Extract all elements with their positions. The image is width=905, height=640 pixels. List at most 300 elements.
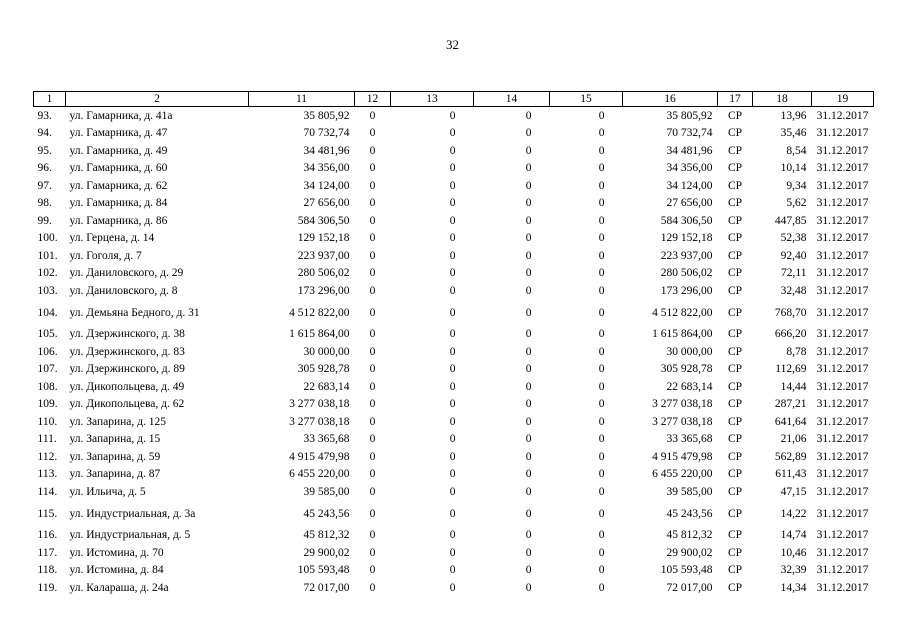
table-row <box>34 177 874 195</box>
table-row <box>34 413 874 431</box>
col15-cell: 0 <box>598 485 605 498</box>
col14-cell: 0 <box>525 162 532 175</box>
table-row <box>34 483 874 501</box>
col13-cell: 0 <box>449 232 456 245</box>
col11-cell: 39 585,00 <box>303 485 350 498</box>
col11-cell: 280 506,02 <box>297 267 350 280</box>
col11-cell: 72 017,00 <box>303 581 350 594</box>
col17-cell: СР <box>727 162 743 175</box>
table-row <box>34 378 874 396</box>
row-number: 93. <box>37 109 52 122</box>
col13-cell: 0 <box>449 249 456 262</box>
col13-cell: 0 <box>449 363 456 376</box>
row-number: 115. <box>37 507 58 520</box>
col16-cell: 1 615 864,00 <box>652 328 713 341</box>
row-number: 114. <box>37 485 58 498</box>
col11-cell: 4 512 822,00 <box>289 306 350 319</box>
col12-cell: 0 <box>369 127 376 140</box>
address-text: ул. Демьяна Бедного, д. 31 <box>69 306 200 319</box>
col11-cell: 33 365,68 <box>303 433 350 446</box>
col18-cell: 641,64 <box>774 415 807 428</box>
col19-cell: 31.12.2017 <box>816 507 869 520</box>
col16-cell: 3 277 038,18 <box>652 398 713 411</box>
table-row <box>34 160 874 178</box>
col19-cell: 31.12.2017 <box>816 284 869 297</box>
col12-cell: 0 <box>369 328 376 341</box>
col16-cell: 105 593,48 <box>660 564 713 577</box>
col12-cell: 0 <box>369 564 376 577</box>
col11-cell: 34 356,00 <box>303 162 350 175</box>
col15-cell: 0 <box>598 214 605 227</box>
col19-cell: 31.12.2017 <box>816 564 869 577</box>
col14-cell: 0 <box>525 306 532 319</box>
table-row <box>34 361 874 379</box>
col16-cell: 34 124,00 <box>666 179 713 192</box>
column-header-16: 16 <box>623 92 718 107</box>
col15-cell: 0 <box>598 468 605 481</box>
table-row <box>34 107 874 125</box>
col11-cell: 22 683,14 <box>303 380 350 393</box>
col16-cell: 4 512 822,00 <box>652 306 713 319</box>
col11-cell: 4 915 479,98 <box>289 450 350 463</box>
col17-cell: СР <box>727 363 743 376</box>
col18-cell: 9,34 <box>786 179 807 192</box>
col14-cell: 0 <box>525 433 532 446</box>
col18-cell: 562,89 <box>774 450 807 463</box>
col14-cell: 0 <box>525 564 532 577</box>
col18-cell: 32,39 <box>780 564 807 577</box>
col16-cell: 34 356,00 <box>666 162 713 175</box>
col15-cell: 0 <box>598 306 605 319</box>
table-body <box>34 107 874 597</box>
col13-cell: 0 <box>449 546 456 559</box>
col12-cell: 0 <box>369 179 376 192</box>
col11-cell: 70 732,74 <box>303 127 350 140</box>
col16-cell: 35 805,92 <box>666 109 713 122</box>
col19-cell: 31.12.2017 <box>816 144 869 157</box>
col16-cell: 223 937,00 <box>660 249 713 262</box>
col17-cell: СР <box>727 581 743 594</box>
col17-cell: СР <box>727 214 743 227</box>
col12-cell: 0 <box>369 380 376 393</box>
row-number: 113. <box>37 468 58 481</box>
row-number: 99. <box>37 214 52 227</box>
address-cell: ул. Дзержинского, д. 89 <box>69 363 185 376</box>
col11-cell: 30 000,00 <box>303 345 350 358</box>
col11-cell: 29 900,02 <box>303 546 350 559</box>
col11-cell: 45 243,56 <box>303 507 350 520</box>
col19-cell: 31.12.2017 <box>816 468 869 481</box>
col13-cell: 0 <box>449 450 456 463</box>
col14-cell: 0 <box>525 249 532 262</box>
row-number: 109. <box>37 398 58 411</box>
col17-cell: СР <box>727 249 743 262</box>
col17-cell: СР <box>727 179 743 192</box>
col17-cell: СР <box>727 284 743 297</box>
col14-cell: 0 <box>525 284 532 297</box>
col17-cell: СР <box>727 450 743 463</box>
col14-cell: 0 <box>525 380 532 393</box>
address-cell: ул. Гамарника, д. 41а <box>69 109 173 122</box>
col17-cell: СР <box>727 415 743 428</box>
address-cell: ул. Гамарника, д. 84 <box>69 197 168 210</box>
col16-cell: 305 928,78 <box>660 363 713 376</box>
col14-cell: 0 <box>525 109 532 122</box>
col19-cell: 31.12.2017 <box>816 581 869 594</box>
col11-cell: 223 937,00 <box>297 249 350 262</box>
col15-cell: 0 <box>598 328 605 341</box>
col12-cell: 0 <box>369 433 376 446</box>
col16-cell: 70 732,74 <box>666 127 713 140</box>
col19-cell: 31.12.2017 <box>816 450 869 463</box>
col12-cell: 0 <box>369 507 376 520</box>
table-row <box>34 247 874 265</box>
col14-cell: 0 <box>525 267 532 280</box>
col11-cell: 3 277 038,18 <box>289 415 350 428</box>
col15-cell: 0 <box>598 197 605 210</box>
col19-cell: 31.12.2017 <box>816 306 869 319</box>
col17-cell: СР <box>727 529 743 542</box>
col11-cell: 34 481,96 <box>303 144 350 157</box>
col15-cell: 0 <box>598 179 605 192</box>
col12-cell: 0 <box>369 232 376 245</box>
address-cell: ул. Истомина, д. 70 <box>69 546 164 559</box>
address-cell: ул. Дикопольцева, д. 62 <box>69 398 185 411</box>
col18-cell: 52,38 <box>780 232 807 245</box>
col16-cell: 3 277 038,18 <box>652 415 713 428</box>
col17-cell: СР <box>727 144 743 157</box>
col13-cell: 0 <box>449 398 456 411</box>
col12-cell: 0 <box>369 485 376 498</box>
col13-cell: 0 <box>449 162 456 175</box>
col12-cell: 0 <box>369 581 376 594</box>
row-number: 111. <box>37 433 57 446</box>
col11-cell: 45 812,32 <box>303 529 350 542</box>
col14-cell: 0 <box>525 363 532 376</box>
col16-cell: 22 683,14 <box>666 380 713 393</box>
col14-cell: 0 <box>525 328 532 341</box>
col12-cell: 0 <box>369 345 376 358</box>
col14-cell: 0 <box>525 127 532 140</box>
table-row <box>34 544 874 562</box>
col16-cell: 33 365,68 <box>666 433 713 446</box>
col14-cell: 0 <box>525 507 532 520</box>
table-row <box>34 527 874 545</box>
row-number: 102. <box>37 267 58 280</box>
col15-cell: 0 <box>598 450 605 463</box>
table-row <box>34 212 874 230</box>
col16-cell: 45 243,56 <box>666 507 713 520</box>
address-cell: ул. Дзержинского, д. 38 <box>69 328 185 341</box>
col15-cell: 0 <box>598 546 605 559</box>
col16-cell: 584 306,50 <box>660 214 713 227</box>
col18-cell: 768,70 <box>774 306 807 319</box>
col14-cell: 0 <box>525 398 532 411</box>
col12-cell: 0 <box>369 415 376 428</box>
col14-cell: 0 <box>525 144 532 157</box>
col13-cell: 0 <box>449 433 456 446</box>
row-number: 117. <box>37 546 58 559</box>
col11-cell: 129 152,18 <box>297 232 350 245</box>
col18-cell: 287,21 <box>774 398 807 411</box>
col15-cell: 0 <box>598 398 605 411</box>
col14-cell: 0 <box>525 546 532 559</box>
col12-cell: 0 <box>369 468 376 481</box>
col16-cell: 129 152,18 <box>660 232 713 245</box>
row-number: 108. <box>37 380 58 393</box>
col17-cell: СР <box>727 328 743 341</box>
col16-cell: 34 481,96 <box>666 144 713 157</box>
col14-cell: 0 <box>525 214 532 227</box>
col17-cell: СР <box>727 546 743 559</box>
page-number: 32 <box>446 37 459 52</box>
col18-cell: 14,44 <box>780 380 807 393</box>
column-header-2: 2 <box>66 92 249 107</box>
col12-cell: 0 <box>369 267 376 280</box>
col18-cell: 72,11 <box>781 267 807 280</box>
col14-cell: 0 <box>525 415 532 428</box>
col18-cell: 112,69 <box>775 363 807 376</box>
row-number: 106. <box>37 345 58 358</box>
col13-cell: 0 <box>449 468 456 481</box>
table-row <box>34 230 874 248</box>
table-row <box>34 396 874 414</box>
col18-cell: 35,46 <box>780 127 807 140</box>
col12-cell: 0 <box>369 284 376 297</box>
address-cell: ул. Истомина, д. 84 <box>69 564 164 577</box>
col12-cell: 0 <box>369 398 376 411</box>
col17-cell: СР <box>727 109 743 122</box>
col13-cell: 0 <box>449 581 456 594</box>
col16-cell: 30 000,00 <box>666 345 713 358</box>
table-row <box>34 343 874 361</box>
col19-cell: 31.12.2017 <box>816 328 869 341</box>
address-cell: ул. Герцена, д. 14 <box>69 232 155 245</box>
table-row <box>34 265 874 283</box>
col15-cell: 0 <box>598 363 605 376</box>
col18-cell: 447,85 <box>774 214 807 227</box>
col13-cell: 0 <box>449 415 456 428</box>
col15-cell: 0 <box>598 232 605 245</box>
col14-cell: 0 <box>525 581 532 594</box>
col12-cell: 0 <box>369 450 376 463</box>
col13-cell: 0 <box>449 380 456 393</box>
col17-cell: СР <box>727 127 743 140</box>
table-header <box>34 92 874 107</box>
address-cell: ул. Гамарника, д. 49 <box>69 144 168 157</box>
col15-cell: 0 <box>598 564 605 577</box>
column-header-11: 11 <box>249 92 355 107</box>
col14-cell: 0 <box>525 345 532 358</box>
address-cell: ул. Дзержинского, д. 83 <box>69 345 185 358</box>
row-number: 112. <box>37 450 58 463</box>
col14-cell: 0 <box>525 197 532 210</box>
col18-cell: 8,78 <box>786 345 807 358</box>
col14-cell: 0 <box>525 232 532 245</box>
col19-cell: 31.12.2017 <box>816 345 869 358</box>
table-row <box>34 579 874 597</box>
col18-cell: 8,54 <box>786 144 807 157</box>
row-number: 98. <box>37 197 52 210</box>
col14-cell: 0 <box>525 485 532 498</box>
col19-cell: 31.12.2017 <box>816 398 869 411</box>
address-cell: ул. Запарина, д. 15 <box>69 433 161 446</box>
row-number: 104. <box>37 306 58 319</box>
col17-cell: СР <box>727 345 743 358</box>
col16-cell: 39 585,00 <box>666 485 713 498</box>
col14-cell: 0 <box>525 468 532 481</box>
row-number: 105. <box>37 328 58 341</box>
col18-cell: 13,96 <box>780 109 807 122</box>
column-header-15: 15 <box>550 92 623 107</box>
row-number: 110. <box>37 415 58 428</box>
col19-cell: 31.12.2017 <box>816 415 869 428</box>
col15-cell: 0 <box>598 162 605 175</box>
row-number: 95. <box>37 144 52 157</box>
col15-cell: 0 <box>598 415 605 428</box>
column-header-14: 14 <box>474 92 550 107</box>
col19-cell: 31.12.2017 <box>816 249 869 262</box>
table-row <box>34 300 874 326</box>
address-cell: ул. Гамарника, д. 60 <box>69 162 168 175</box>
col16-cell: 72 017,00 <box>666 581 713 594</box>
col13-cell: 0 <box>449 144 456 157</box>
col19-cell: 31.12.2017 <box>816 546 869 559</box>
col17-cell: СР <box>727 485 743 498</box>
col18-cell: 14,74 <box>780 529 807 542</box>
table-row <box>34 431 874 449</box>
table-row <box>34 125 874 143</box>
address-cell: ул. Запарина, д. 87 <box>69 468 161 481</box>
col12-cell: 0 <box>369 144 376 157</box>
col13-cell: 0 <box>449 507 456 520</box>
col15-cell: 0 <box>598 433 605 446</box>
col17-cell: СР <box>727 197 743 210</box>
address-cell: ул. Дикопольцева, д. 49 <box>69 380 185 393</box>
address-cell: ул. Калараша, д. 24а <box>69 581 169 594</box>
table-row <box>34 466 874 484</box>
row-number: 116. <box>37 529 58 542</box>
col18-cell: 10,46 <box>780 546 807 559</box>
col19-cell: 31.12.2017 <box>816 179 869 192</box>
row-number: 103. <box>37 284 58 297</box>
col19-cell: 31.12.2017 <box>816 485 869 498</box>
table-row <box>34 501 874 527</box>
column-header-1: 1 <box>34 92 66 107</box>
col17-cell: СР <box>727 507 743 520</box>
col13-cell: 0 <box>449 109 456 122</box>
col17-cell: СР <box>727 398 743 411</box>
table-row <box>34 448 874 466</box>
col11-cell: 105 593,48 <box>297 564 350 577</box>
col15-cell: 0 <box>598 529 605 542</box>
col17-cell: СР <box>727 306 743 319</box>
col18-cell: 32,48 <box>780 284 807 297</box>
address-cell: ул. Ильича, д. 5 <box>69 485 146 498</box>
row-number: 100. <box>37 232 58 245</box>
col16-cell: 4 915 479,98 <box>652 450 713 463</box>
row-number: 96. <box>37 162 52 175</box>
address-cell: ул. Запарина, д. 125 <box>69 415 166 428</box>
col12-cell: 0 <box>369 306 376 319</box>
col18-cell: 611,43 <box>775 468 807 481</box>
col18-cell: 14,34 <box>780 581 807 594</box>
col15-cell: 0 <box>598 127 605 140</box>
column-header-17: 17 <box>718 92 753 107</box>
col16-cell: 280 506,02 <box>660 267 713 280</box>
col19-cell: 31.12.2017 <box>816 267 869 280</box>
col18-cell: 47,15 <box>780 485 807 498</box>
table-row <box>34 562 874 580</box>
col13-cell: 0 <box>449 564 456 577</box>
col17-cell: СР <box>727 267 743 280</box>
column-header-18: 18 <box>753 92 812 107</box>
col16-cell: 173 296,00 <box>660 284 713 297</box>
row-number: 107. <box>37 363 58 376</box>
address-cell <box>66 300 249 326</box>
col18-cell: 92,40 <box>780 249 807 262</box>
col11-cell: 35 805,92 <box>303 109 350 122</box>
col19-cell: 31.12.2017 <box>816 363 869 376</box>
col11-cell: 6 455 220,00 <box>289 468 350 481</box>
address-cell <box>66 501 249 527</box>
col11-cell: 584 306,50 <box>297 214 350 227</box>
col17-cell: СР <box>727 564 743 577</box>
row-number: 101. <box>37 249 58 262</box>
address-cell: ул. Даниловского, д. 8 <box>69 284 178 297</box>
col13-cell: 0 <box>449 267 456 280</box>
col13-cell: 0 <box>449 306 456 319</box>
address-cell: ул. Гамарника, д. 47 <box>69 127 168 140</box>
col18-cell: 21,06 <box>780 433 807 446</box>
col13-cell: 0 <box>449 284 456 297</box>
col17-cell: СР <box>727 232 743 245</box>
col15-cell: 0 <box>598 380 605 393</box>
address-cell: ул. Даниловского, д. 29 <box>69 267 184 280</box>
col16-cell: 6 455 220,00 <box>652 468 713 481</box>
col17-cell: СР <box>727 468 743 481</box>
col12-cell: 0 <box>369 214 376 227</box>
col14-cell: 0 <box>525 529 532 542</box>
col11-cell: 27 656,00 <box>303 197 350 210</box>
col17-cell: СР <box>727 380 743 393</box>
table-row <box>34 142 874 160</box>
address-cell: ул. Гамарника, д. 62 <box>69 179 168 192</box>
col16-cell: 45 812,32 <box>666 529 713 542</box>
col18-cell: 5,62 <box>786 197 807 210</box>
column-header-12: 12 <box>355 92 391 107</box>
address-cell: ул. Гамарника, д. 86 <box>69 214 168 227</box>
col19-cell: 31.12.2017 <box>816 232 869 245</box>
col19-cell: 31.12.2017 <box>816 380 869 393</box>
col19-cell: 31.12.2017 <box>816 214 869 227</box>
col13-cell: 0 <box>449 345 456 358</box>
address-text: ул. Индустриальная, д. 3а <box>69 507 196 520</box>
col13-cell: 0 <box>449 328 456 341</box>
col13-cell: 0 <box>449 529 456 542</box>
header-row <box>34 92 874 107</box>
row-number: 118. <box>37 564 58 577</box>
col15-cell: 0 <box>598 507 605 520</box>
col11-cell: 173 296,00 <box>297 284 350 297</box>
col18-cell: 666,20 <box>774 328 807 341</box>
column-header-13: 13 <box>391 92 474 107</box>
col17-cell: СР <box>727 433 743 446</box>
address-cell: ул. Индустриальная, д. 5 <box>69 529 191 542</box>
col14-cell: 0 <box>525 450 532 463</box>
col12-cell: 0 <box>369 162 376 175</box>
col11-cell: 1 615 864,00 <box>289 328 350 341</box>
